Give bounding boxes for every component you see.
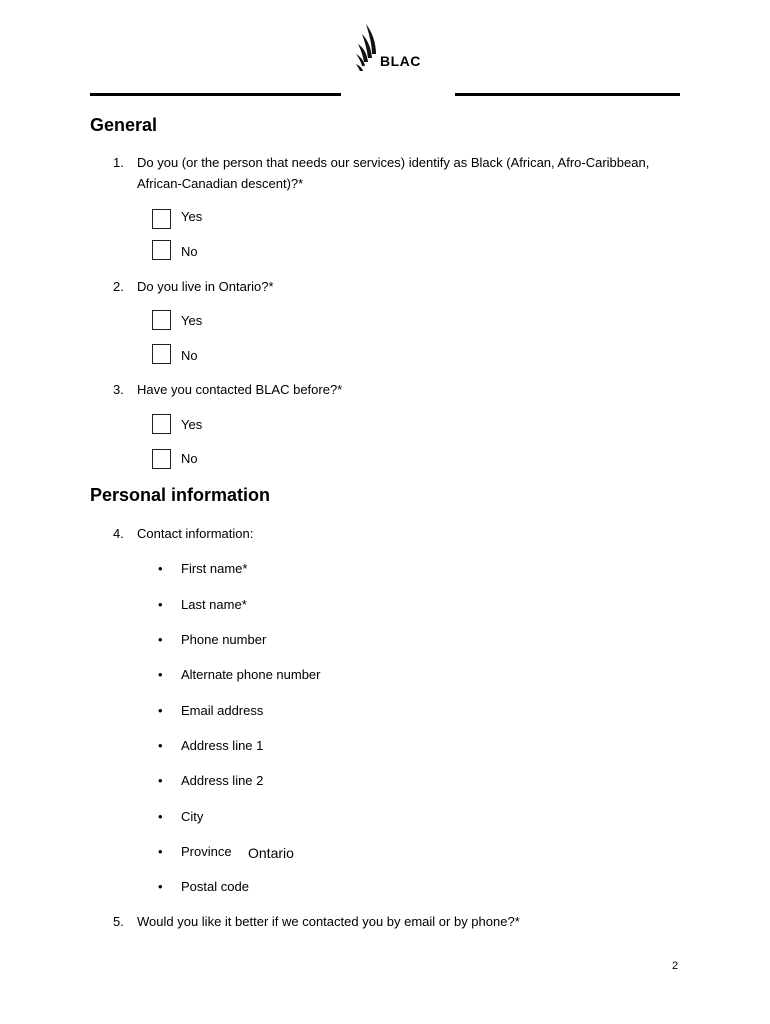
blac-logo-wing-icon (352, 20, 422, 80)
field-address-line-1[interactable]: Address line 1 (181, 738, 264, 753)
field-email[interactable]: Email address (181, 703, 264, 718)
page-number: 2 (672, 960, 679, 972)
question-text (137, 152, 697, 194)
bullet: • (158, 809, 163, 824)
question-text-line: Do you (or the person that needs our services) identify as Black (African, Afro-Caribbean, (137, 155, 650, 170)
field-phone-number[interactable]: Phone number (181, 632, 267, 647)
question-number: 1. (113, 155, 124, 170)
field-city[interactable]: City (181, 809, 204, 824)
bullet: • (158, 632, 163, 647)
checkbox-label: Yes (181, 313, 203, 328)
field-province-value[interactable]: Ontario (248, 845, 294, 861)
field-last-name[interactable]: Last name* (181, 597, 247, 612)
checkbox-q2-no[interactable] (152, 344, 171, 364)
field-address-line-2[interactable]: Address line 2 (181, 773, 264, 788)
checkbox-label: No (181, 244, 198, 259)
checkbox-label: Yes (181, 209, 203, 224)
bullet: • (158, 597, 163, 612)
checkbox-q3-yes[interactable] (152, 414, 171, 434)
bullet: • (158, 879, 163, 894)
question-text: Do you live in Ontario?* (137, 279, 274, 294)
question-number: 4. (113, 526, 124, 541)
checkbox-q1-yes[interactable] (152, 209, 171, 229)
logo-text: BLAC (380, 53, 421, 69)
question-text: Have you contacted BLAC before?* (137, 382, 343, 397)
checkbox-label: Yes (181, 417, 203, 432)
bullet: • (158, 703, 163, 718)
question-number: 5. (113, 914, 124, 929)
checkbox-label: No (181, 451, 198, 466)
header-rule-right (455, 93, 680, 96)
header-rule-left (90, 93, 341, 96)
question-text: Contact information: (137, 526, 254, 541)
bullet: • (158, 738, 163, 753)
field-alternate-phone[interactable]: Alternate phone number (181, 667, 321, 682)
checkbox-q3-no[interactable] (152, 449, 171, 469)
section-title-personal: Personal information (90, 485, 271, 505)
section-title-general: General (90, 115, 158, 135)
field-province-label: Province (181, 844, 232, 859)
bullet: • (158, 773, 163, 788)
field-first-name[interactable]: First name* (181, 561, 248, 576)
bullet: • (158, 561, 163, 576)
field-postal-code[interactable]: Postal code (181, 879, 249, 894)
question-text-line: African-Canadian descent)?* (137, 176, 304, 191)
question-number: 2. (113, 279, 124, 294)
checkbox-q2-yes[interactable] (152, 310, 171, 330)
bullet: • (158, 667, 163, 682)
checkbox-q1-no[interactable] (152, 240, 171, 260)
checkbox-label: No (181, 348, 198, 363)
question-text: Would you like it better if we contacted you by email or by phone?* (137, 914, 520, 929)
bullet: • (158, 844, 163, 859)
question-number: 3. (113, 382, 124, 397)
